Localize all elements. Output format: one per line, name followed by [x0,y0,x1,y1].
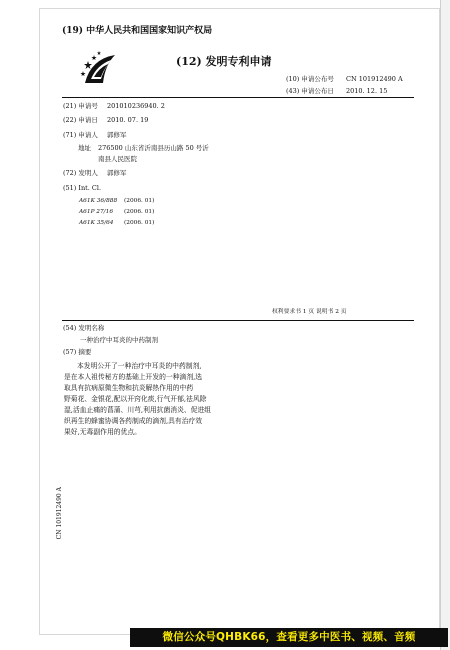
ipc-version: (2006. 01) [124,198,155,204]
address-line-1: 276500 山东省沂南县历山路 50 号沂 [98,144,209,152]
address-label: 地址 [78,144,91,152]
ipc-code: A61K 36/888 [79,198,118,204]
abstract-line: 果好,无毒副作用的优点。 [64,428,141,436]
side-publication-number: CN 101912490 A [56,487,63,540]
scrollbar[interactable] [440,0,450,650]
application-number: 201010236940. 2 [107,102,165,110]
office-name: (19) 中华人民共和国国家知识产权局 [62,26,213,36]
publication-date-label: (43) 申请公布日 [286,87,334,95]
document-type: (12) 发明专利申请 [176,55,272,68]
invention-title: 一种治疗中耳炎的中药制剂 [80,336,158,344]
abstract-line: 织再生的蜂蜜协调各药制成的滴剂,具有治疗效 [64,417,203,425]
applicant: 郭修军 [107,131,127,139]
applicant-label: (71) 申请人 [63,131,98,139]
ipc-version: (2006. 01) [124,220,155,226]
application-date: 2010. 07. 19 [107,116,149,124]
application-date-label: (22) 申请日 [63,116,98,124]
inventor-label: (72) 发明人 [63,169,98,177]
abstract-line: 野菊花、金银花,配以开窍化痰,行气开郁,祛风除 [64,395,207,403]
abstract-line: 是在本人祖传秘方的基础上开发的一种滴剂,选 [64,373,203,381]
mid-rule [62,320,414,321]
abstract-line: 湿,活血止痛的菖蒲、川芎,利用抗菌消炎、促进组 [64,406,212,414]
application-number-label: (21) 申请号 [63,102,98,110]
ipc-version: (2006. 01) [124,209,155,215]
cnipa-logo-icon [79,49,123,87]
abstract-label: (57) 摘要 [63,348,92,356]
ipc-code: A61P 27/16 [79,209,114,215]
abstract-line: 本发明公开了一种治疗中耳炎的中药制剂, [77,362,202,370]
publication-number: CN 101912490 A [346,75,403,83]
ipc-label: (51) Int. Cl. [63,184,102,192]
header-rule [62,97,414,98]
ipc-code: A61K 35/64 [79,220,114,226]
invention-title-label: (54) 发明名称 [63,324,105,332]
abstract-line: 取具有抗病原微生物和抗炎解热作用的中药 [64,384,194,392]
publication-date: 2010. 12. 15 [346,87,388,95]
publication-number-label: (10) 申请公布号 [286,75,334,83]
document-page [39,8,440,635]
promo-banner: 微信公众号QHBK66，查看更多中医书、视频、音频 [130,628,448,647]
inventor: 郭修军 [107,169,127,177]
address-line-2: 南县人民医院 [98,155,137,163]
page-count: 权利要求书 1 页 说明书 2 页 [272,309,347,315]
